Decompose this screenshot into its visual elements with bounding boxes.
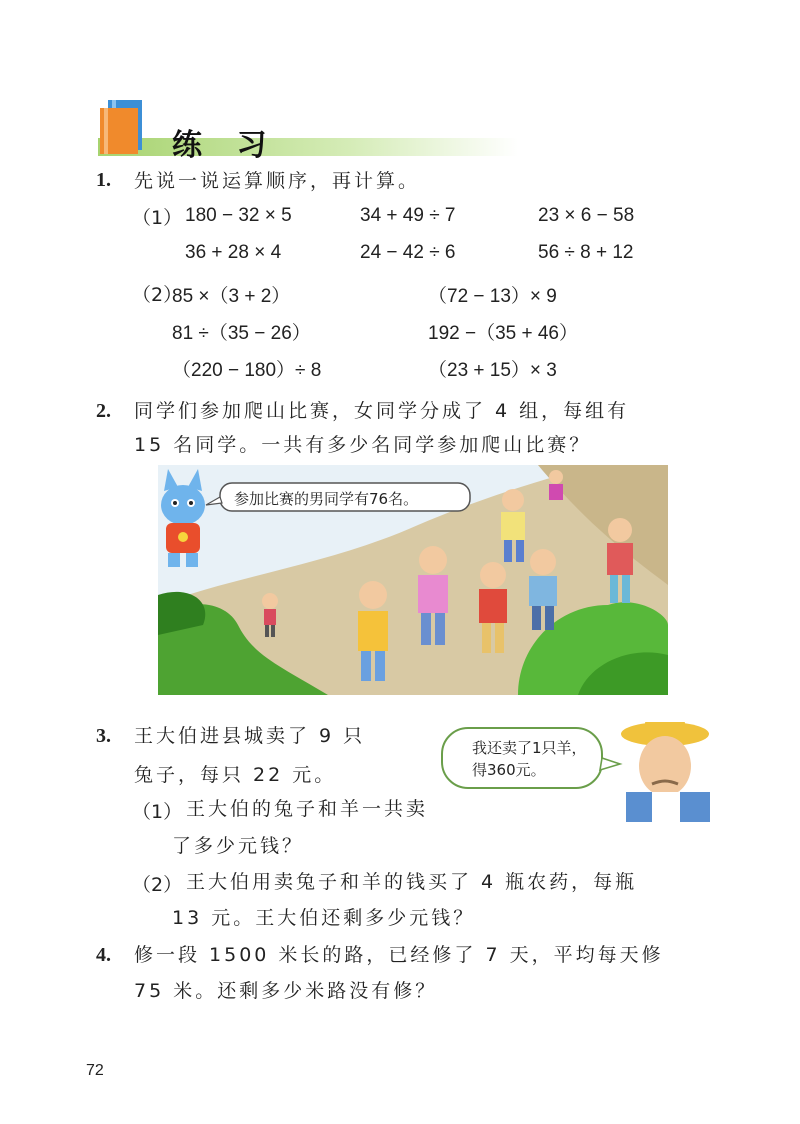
question-text: 兔子，每只 22 元。 [134, 764, 337, 786]
book-icon [98, 98, 148, 156]
part-label: （1） [132, 801, 183, 823]
expression: 36 + 28 × 4 [185, 242, 282, 263]
question-text: 王大伯用卖兔子和羊的钱买了 4 瓶农药，每瓶 [186, 871, 638, 893]
expression: 23 × 6 − 58 [538, 205, 635, 226]
question-text: 13 元。王大伯还剩多少元钱？ [172, 907, 476, 929]
part-label: （2） [132, 284, 183, 306]
expression: （220 − 180）÷ 8 [172, 360, 322, 381]
expression: 56 ÷ 8 + 12 [538, 242, 634, 263]
question-text: 了多少元钱？ [172, 835, 305, 857]
question-text: 修一段 1500 米长的路，已经修了 7 天，平均每天修 [134, 944, 664, 966]
expression: （23 + 15）× 3 [428, 360, 557, 381]
expression: 85 ×（3 + 2） [172, 286, 291, 307]
question-number: 1. [96, 169, 111, 191]
expression: 192 −（35 + 46） [428, 323, 578, 344]
section-title: 练 习 [172, 128, 279, 163]
expression: 34 + 49 ÷ 7 [360, 205, 456, 226]
part-label: （1） [132, 207, 183, 229]
question-text: 先说一说运算顺序，再计算。 [134, 170, 421, 192]
page-number: 72 [86, 1062, 104, 1079]
part-label: （2） [132, 874, 183, 896]
child-figure [549, 470, 563, 500]
question-number: 2. [96, 400, 111, 422]
question-number: 4. [96, 944, 111, 966]
expression: 24 − 42 ÷ 6 [360, 242, 456, 263]
speech-bubble-text: 参加比赛的男同学有76名。 [234, 490, 419, 508]
question-text: 同学们参加爬山比赛，女同学分成了 4 组，每组有 [134, 400, 630, 422]
expression: 180 − 32 × 5 [185, 205, 292, 226]
section-header-bar [98, 122, 518, 162]
question-text: 75 米。还剩多少米路没有修？ [134, 980, 438, 1002]
question-number: 3. [96, 725, 111, 747]
expression: 81 ÷（35 − 26） [172, 323, 311, 344]
question-text: 15 名同学。一共有多少名同学参加爬山比赛？ [134, 434, 592, 456]
speech-bubble-text: 得360元。 [472, 761, 546, 779]
question-text: 王大伯进县城卖了 9 只 [134, 725, 366, 747]
expression: （72 − 13）× 9 [428, 286, 557, 307]
speech-bubble-text: 我还卖了1只羊， [472, 739, 587, 757]
question-text: 王大伯的兔子和羊一共卖 [186, 798, 429, 820]
